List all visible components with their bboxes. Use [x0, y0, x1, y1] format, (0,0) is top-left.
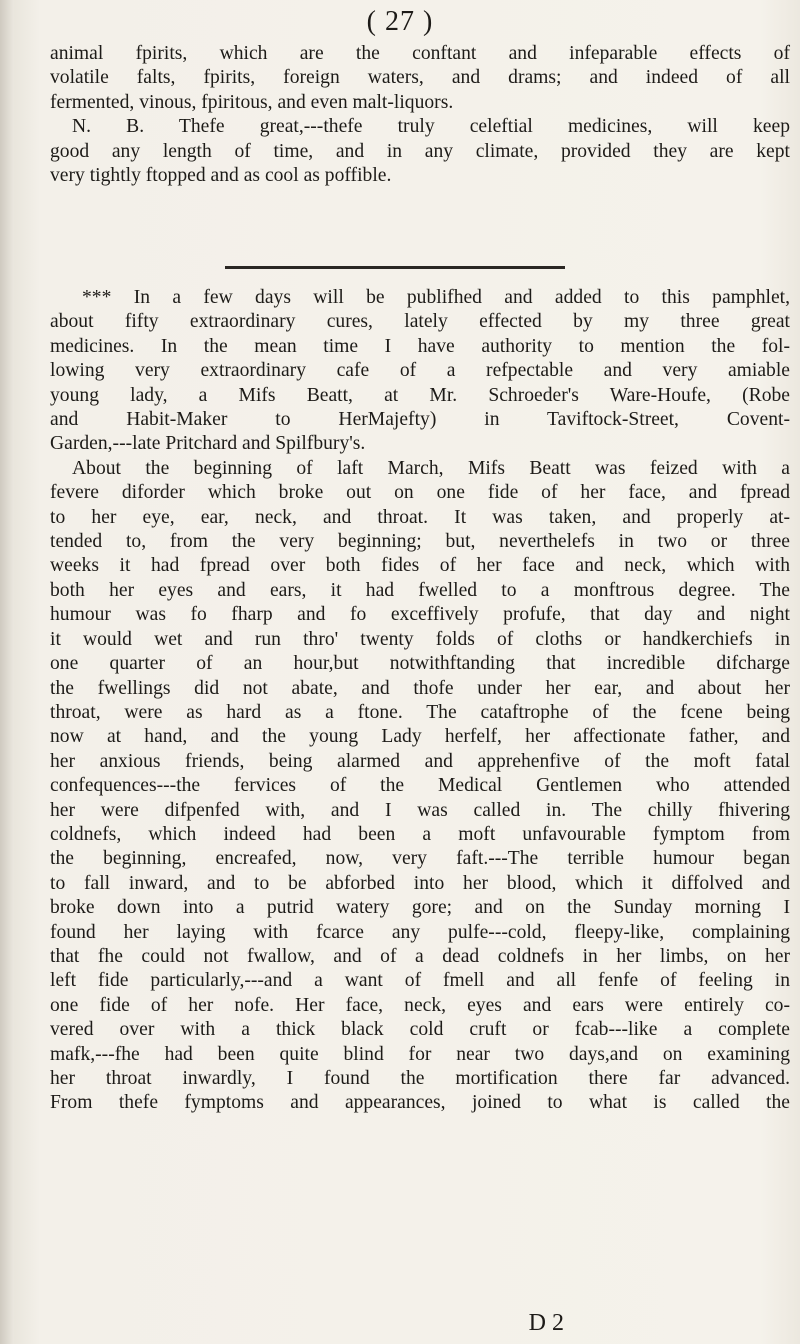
text-line: fermented, vinous, fpiritous, and even malt-liquors.: [50, 91, 454, 113]
binding-gutter: [0, 0, 14, 1344]
text-line: Garden,---late Pritchard and Spilfbury's.: [50, 433, 366, 455]
paragraph-nota-bene: [50, 115, 790, 188]
text-line: young lady, a Mifs Beatt, at Mr. Schroeder's Ware-Houfe, (Robe: [50, 384, 790, 406]
text-line: her were difpenfed with, and I was called in. The chilly fhivering: [50, 799, 790, 821]
text-line: the fwellings did not abate, and thofe under her ear, and about her: [50, 677, 790, 699]
text-line: found her laying with fcarce any pulfe---cold, fleepy-like, complaining: [50, 921, 790, 943]
text-line: medicines. In the mean time I have authority to mention the fol-: [50, 335, 790, 357]
text-line: lowing very extraordinary cafe of a refpectable and very amiable: [50, 360, 790, 382]
text-line: animal fpirits, which are the conftant and infeparable effects of: [50, 43, 790, 64]
text-line: throat, were as hard as a ftone. The cataftrophe of the fcene being: [50, 701, 790, 723]
text-line: vered over with a thick black cold cruft or fcab---like a complete: [50, 1019, 790, 1041]
text-line: now at hand, and the young Lady herfelf, her affectionate father, and: [50, 726, 790, 748]
text-line: mafk,---fhe had been quite blind for near two days,and on examining: [50, 1043, 790, 1065]
text-line: the beginning, encreafed, now, very faft.---The terrible humour began: [50, 848, 790, 870]
text-line: tended to, from the very beginning; but, neverthelefs in two or three: [50, 531, 790, 553]
text-line: About the beginning of laft March, Mifs Beatt was feized with a: [72, 457, 790, 479]
text-line: her anxious friends, being alarmed and apprehenfive of the moft fatal: [50, 750, 790, 772]
text-line: broke down into a putrid watery gore; and on the Sunday morning I: [50, 897, 790, 919]
text-line: coldnefs, which indeed had been a moft unfavourable fymptom from: [50, 823, 790, 845]
text-line: her throat inwardly, I found the mortification there far advanced.: [50, 1068, 790, 1089]
text-line: volatile falts, fpirits, foreign waters, and drams; and indeed of all: [50, 67, 790, 89]
text-line: about fifty extraordinary cures, lately effected by my three great: [50, 311, 790, 333]
text-line: to fall inward, and to be abforbed into her blood, which it diffolved and: [50, 872, 790, 894]
text-block-top: [50, 42, 790, 188]
text-line: one fide of her nofe. Her face, neck, eyes and ears were entirely co-: [50, 994, 790, 1016]
text-line: *** In a few days will be publifhed and added to this pamphlet,: [82, 287, 790, 308]
paragraph-notice: [50, 286, 790, 457]
text-line: N. B. Thefe great,---thefe truly celeftial medicines, will keep: [72, 116, 790, 138]
page-number: ( 27 ): [366, 6, 434, 37]
text-line: good any length of time, and in any climate, provided they are kept: [50, 140, 790, 162]
text-line: confequences---the fervices of the Medical Gentlemen who attended: [50, 775, 790, 797]
text-line: to her eye, ear, neck, and throat. It was taken, and properly at-: [50, 506, 790, 528]
text-line: one quarter of an hour,but notwithftanding that incredible difcharge: [50, 653, 790, 675]
text-line: From thefe fymptoms and appearances, joined to what is called the: [50, 1092, 790, 1114]
text-line: left fide particularly,---and a want of fmell and all fenfe of feeling in: [50, 970, 790, 992]
text-line: and Habit-Maker to HerMajefty) in Taviftock-Street, Covent-: [50, 409, 790, 431]
text-line: humour was fo fharp and fo exceffively profufe, that day and night: [50, 604, 790, 626]
text-block-main: [50, 286, 790, 1116]
text-line: it would wet and run thro' twenty folds of cloths or handkerchiefs in: [50, 628, 790, 650]
text-line: fevere diforder which broke out on one fide of her face, and fpread: [50, 482, 790, 504]
paragraph-animal-spirits: [50, 42, 790, 115]
text-line: weeks it had fpread over both fides of her face and neck, which with: [50, 555, 790, 577]
section-divider-rule: [225, 266, 565, 269]
text-line: both her eyes and ears, it had fwelled to a monftrous degree. The: [50, 579, 790, 601]
paragraph-case-history: [50, 457, 790, 1116]
text-line: very tightly ftopped and as cool as poffible.: [50, 165, 392, 187]
text-line: that fhe could not fwallow, and of a dead coldnefs in her limbs, on her: [50, 945, 790, 967]
signature-mark: D 2: [528, 1310, 564, 1336]
